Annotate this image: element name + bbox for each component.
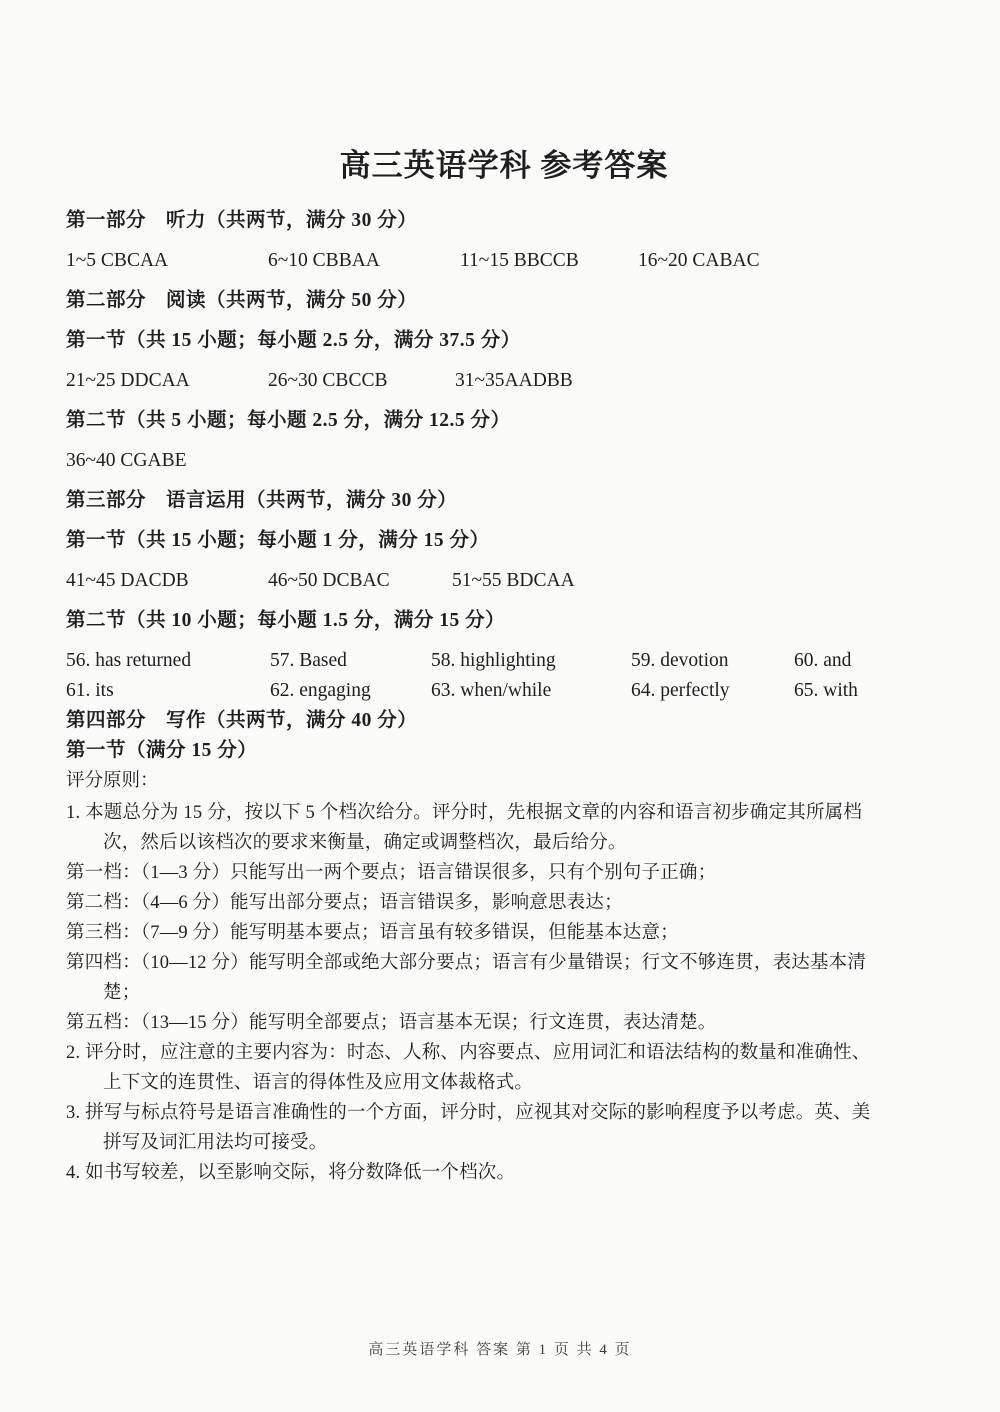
part2-section2-answers-row xyxy=(66,448,942,474)
answer-cell-1-5: 1~5 CBCAA xyxy=(66,250,169,271)
answer-cell-64: 64. perfectly xyxy=(631,680,730,701)
part4-heading: 第四部分 写作（共两节，满分 40 分） xyxy=(66,710,418,731)
answer-cell-60: 60. and xyxy=(794,650,852,671)
band-3-line: 第三档：（7—9 分）能写明基本要点；语言虽有较多错误，但能基本达意； xyxy=(66,923,679,943)
part2-section2-heading: 第二节（共 5 小题；每小题 2.5 分，满分 12.5 分） xyxy=(66,410,511,431)
band-5-line: 第五档：（13—15 分）能写明全部要点；语言基本无误；行文连贯，表达清楚。 xyxy=(66,1013,717,1033)
part3-section2-answers-row-1 xyxy=(66,648,942,674)
answer-cell-57: 57. Based xyxy=(270,650,347,671)
answer-cell-21-25: 21~25 DDCAA xyxy=(66,370,190,391)
answer-cell-16-20: 16~20 CABAC xyxy=(638,250,760,271)
rule-1-line-2: 次，然后以该档次的要求来衡量，确定或调整档次，最后给分。 xyxy=(103,833,627,853)
answer-cell-65: 65. with xyxy=(794,680,858,701)
answer-cell-56: 56. has returned xyxy=(66,650,192,671)
page-title: 高三英语学科 参考答案 xyxy=(339,148,669,183)
answer-cell-62: 62. engaging xyxy=(270,680,371,701)
answer-cell-58: 58. highlighting xyxy=(431,650,556,671)
answer-cell-63: 63. when/while xyxy=(431,680,552,701)
part2-heading: 第二部分 阅读（共两节，满分 50 分） xyxy=(66,290,418,311)
page-content xyxy=(66,0,942,1188)
band-1-line: 第一档：（1—3 分）只能写出一两个要点；语言错误很多，只有个别句子正确； xyxy=(66,863,717,883)
part3-heading: 第三部分 语言运用（共两节，满分 30 分） xyxy=(66,490,458,511)
answer-cell-51-55: 51~55 BDCAA xyxy=(452,570,575,591)
answer-cell-31-35: 31~35AADBB xyxy=(455,370,573,391)
rule-4-line: 4. 如书写较差，以至影响交际，将分数降低一个档次。 xyxy=(66,1163,516,1183)
rule-3-line-2: 拼写及词汇用法均可接受。 xyxy=(103,1133,328,1153)
answer-cell-6-10: 6~10 CBBAA xyxy=(268,250,380,271)
part4-section1-heading: 第一节（满分 15 分） xyxy=(66,740,258,761)
scoring-principles-label: 评分原则： xyxy=(66,771,159,791)
answer-cell-11-15: 11~15 BBCCB xyxy=(460,250,579,271)
band-4-line-2: 楚； xyxy=(103,983,141,1003)
part1-answers-row xyxy=(66,248,942,274)
rule-2-line-2: 上下文的连贯性、语言的得体性及应用文体裁格式。 xyxy=(103,1073,534,1093)
band-2-line: 第二档：（4—6 分）能写出部分要点；语言错误多，影响意思表达； xyxy=(66,893,623,913)
part2-section1-answers-row xyxy=(66,368,942,394)
answer-cell-41-45: 41~45 DACDB xyxy=(66,570,189,591)
answer-cell-26-30: 26~30 CBCCB xyxy=(268,370,388,391)
part3-section1-answers-row xyxy=(66,568,942,594)
answer-cell-46-50: 46~50 DCBAC xyxy=(268,570,390,591)
answer-cell-59: 59. devotion xyxy=(631,650,729,671)
answer-cell-61: 61. its xyxy=(66,680,114,701)
rule-1-line-1: 1. 本题总分为 15 分，按以下 5 个档次给分。评分时，先根据文章的内容和语言初步确定其所属档 xyxy=(66,803,863,823)
page-footer: 高三英语学科 答案 第 1 页 共 4 页 xyxy=(368,1342,632,1358)
part3-section2-heading: 第二节（共 10 小题；每小题 1.5 分，满分 15 分） xyxy=(66,610,506,631)
rule-3-line-1: 3. 拼写与标点符号是语言准确性的一个方面，评分时，应视其对交际的影响程度予以考虑。英、美 xyxy=(66,1103,871,1123)
answer-cell-36-40: 36~40 CGABE xyxy=(66,450,187,471)
scoring-rules xyxy=(66,798,942,1188)
part2-section1-heading: 第一节（共 15 小题；每小题 2.5 分，满分 37.5 分） xyxy=(66,330,521,351)
part3-section1-heading: 第一节（共 15 小题；每小题 1 分，满分 15 分） xyxy=(66,530,490,551)
part3-section2-answers-row-2 xyxy=(66,678,942,704)
part1-heading: 第一部分 听力（共两节，满分 30 分） xyxy=(66,210,418,231)
band-4-line-1: 第四档：（10—12 分）能写明全部或绝大部分要点；语言有少量错误；行文不够连贯，表达基本清 xyxy=(66,953,867,973)
rule-2-line-1: 2. 评分时，应注意的主要内容为：时态、人称、内容要点、应用词汇和语法结构的数量和准确性、 xyxy=(66,1043,871,1063)
